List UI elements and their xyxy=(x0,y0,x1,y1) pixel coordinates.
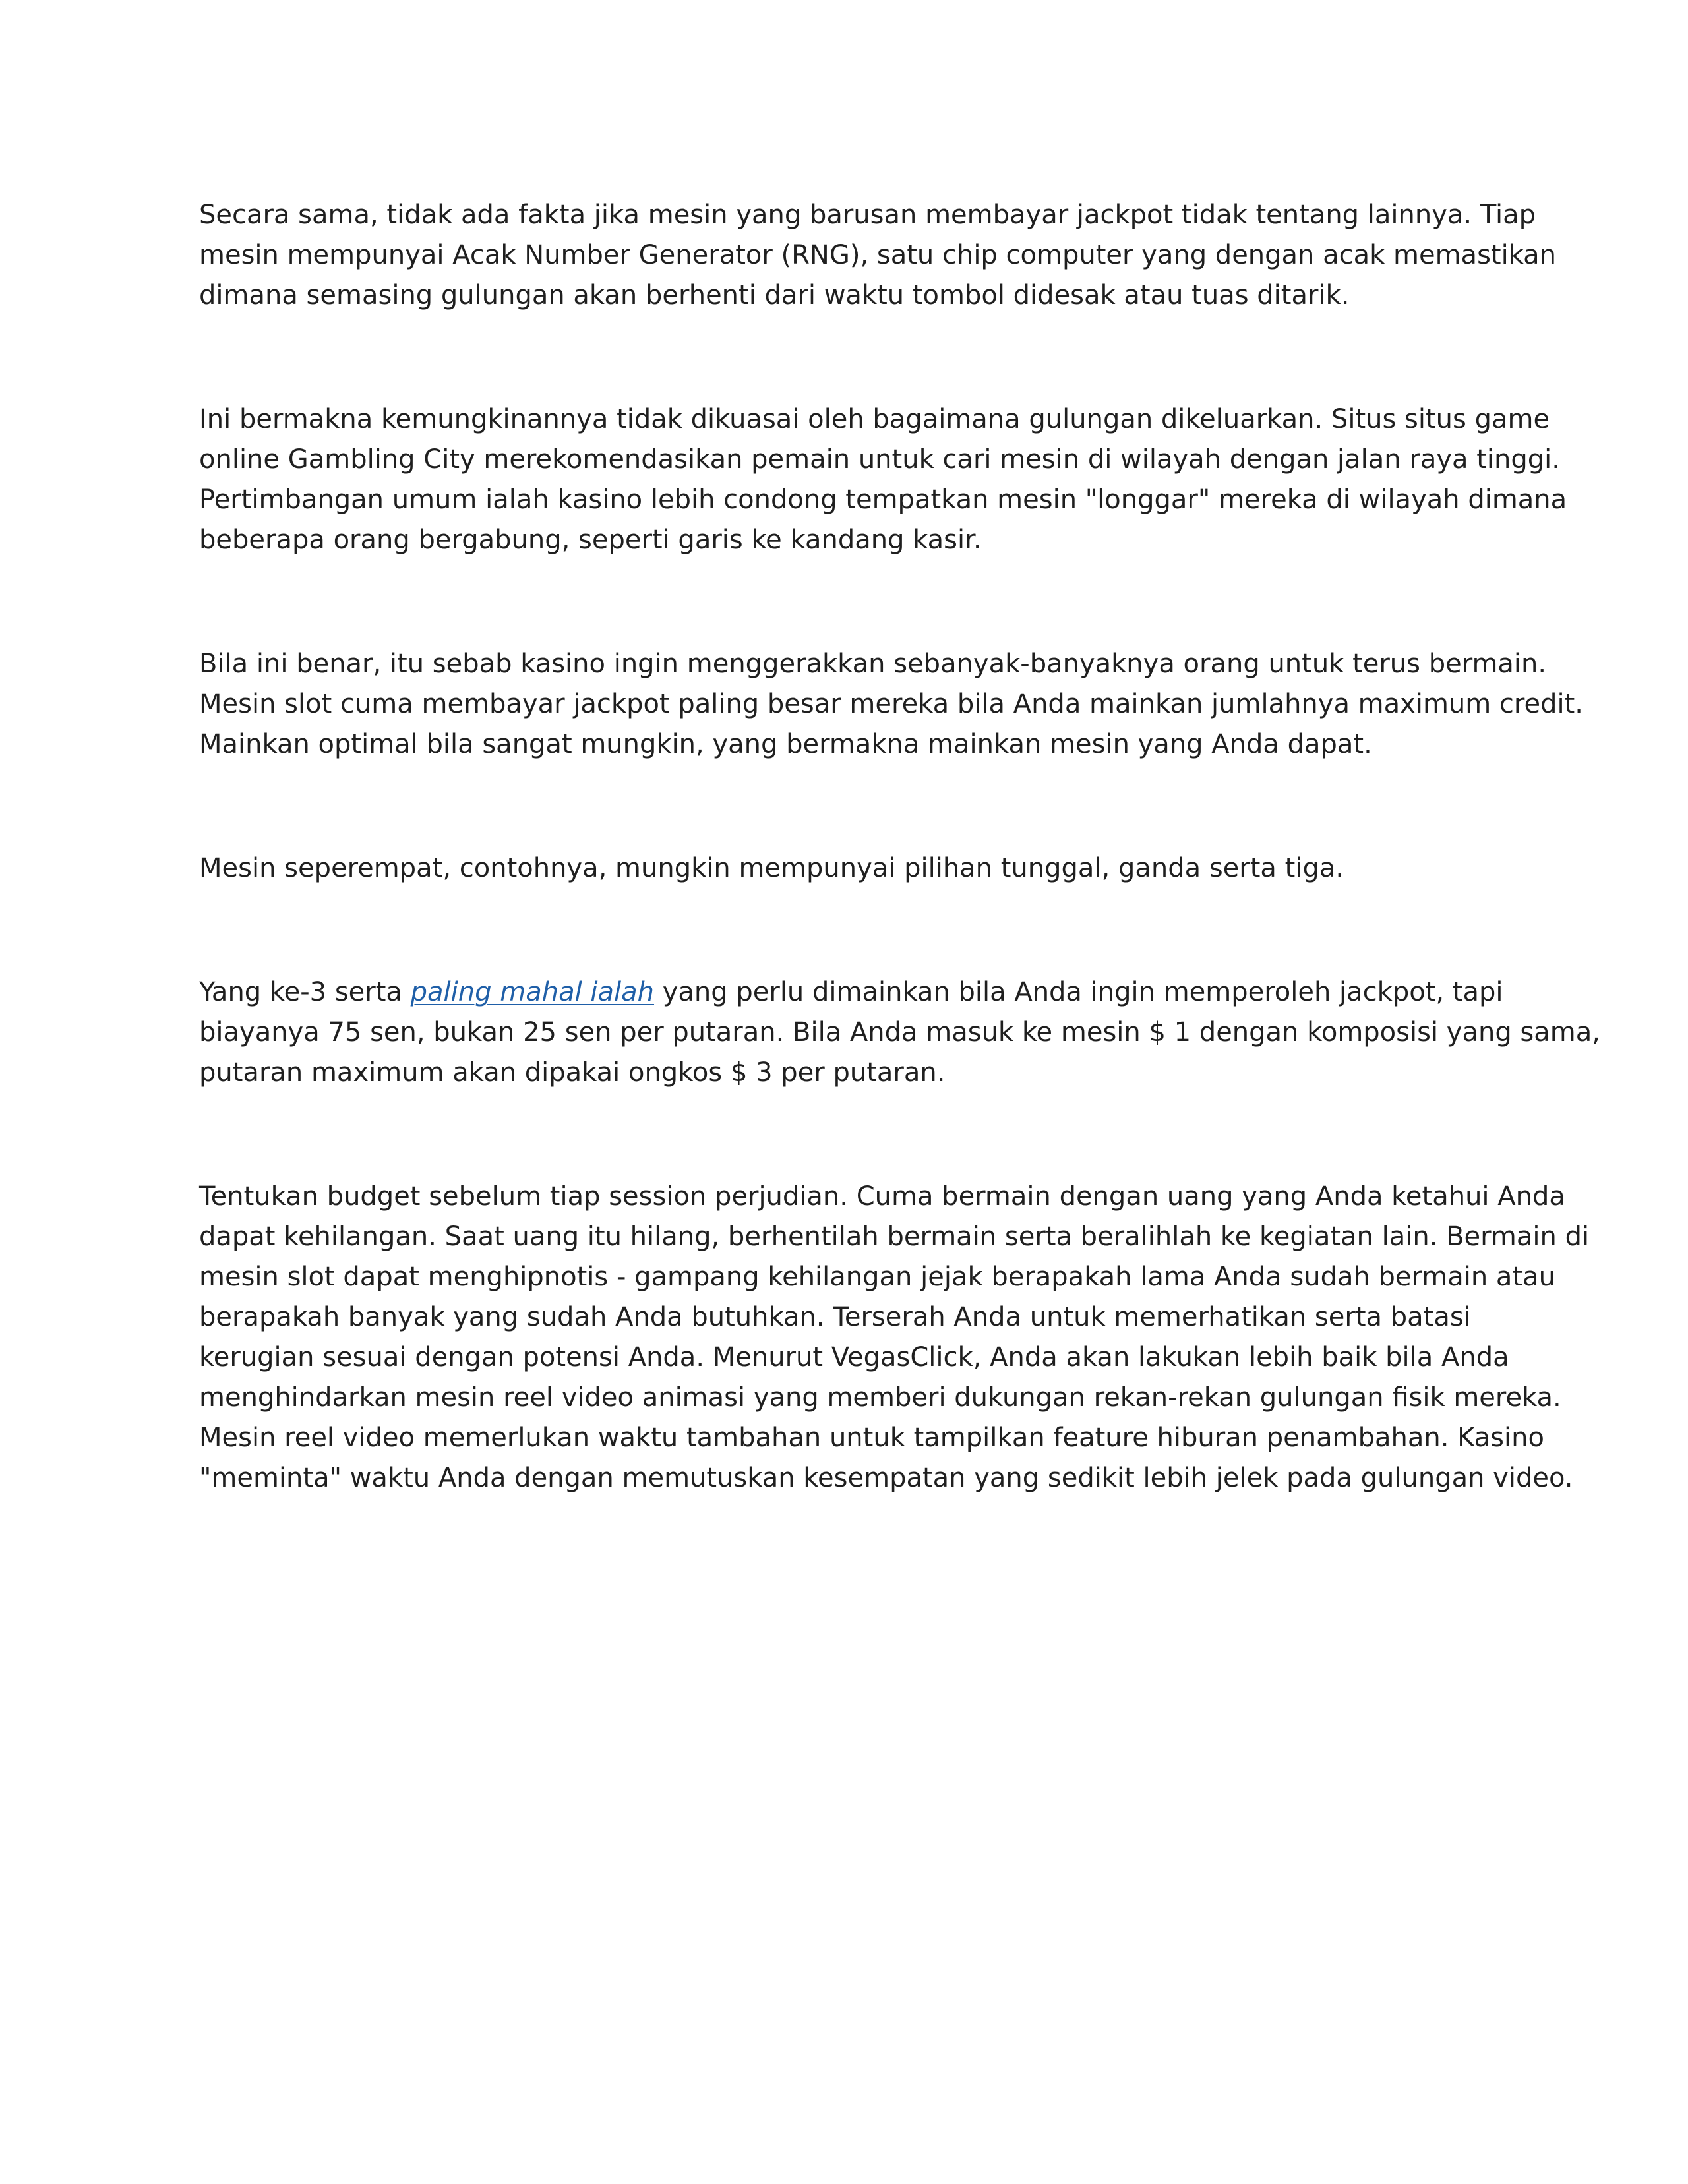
text-line: Pertimbangan umum ialah kasino lebih condong tempatkan mesin "longgar" mereka di wilayah dimana xyxy=(199,485,1567,515)
inline-link[interactable]: paling mahal ialah xyxy=(410,977,655,1007)
text-line: Bila ini benar, itu sebab kasino ingin menggerakkan sebanyak-banyaknya orang untuk terus bermain. xyxy=(199,649,1547,679)
text-line: Mesin slot cuma membayar jackpot paling besar mereka bila Anda mainkan jumlahnya maximum credit. xyxy=(199,689,1584,719)
text-line: "meminta" waktu Anda dengan memutuskan kesempatan yang sedikit lebih jelek pada gulungan video. xyxy=(199,1463,1573,1493)
text-line: Mesin seperempat, contohnya, mungkin mempunyai pilihan tunggal, ganda serta tiga. xyxy=(199,853,1344,883)
text-line: Mesin reel video memerlukan waktu tambahan untuk tampilkan feature hiburan penambahan. Kasino xyxy=(199,1423,1544,1453)
text-line: mesin mempunyai Acak Number Generator (RNG), satu chip computer yang dengan acak memastikan xyxy=(199,240,1557,270)
text-line-with-link xyxy=(199,972,1508,1013)
text-line: dimana semasing gulungan akan berhenti dari waktu tombol didesak atau tuas ditarik. xyxy=(199,280,1350,310)
text-line: Secara sama, tidak ada fakta jika mesin yang barusan membayar jackpot tidak tentang lainnya. Tiap xyxy=(199,200,1536,230)
text-line: mesin slot dapat menghipnotis - gampang kehilangan jejak berapakah lama Anda sudah bermain atau xyxy=(199,1262,1555,1292)
text-line: Ini bermakna kemungkinannya tidak dikuasai oleh bagaimana gulungan dikeluarkan. Situs situs game xyxy=(199,404,1550,434)
text-segment: yang perlu dimainkan bila Anda ingin memperoleh jackpot, tapi xyxy=(654,977,1503,1007)
paragraph-1 xyxy=(199,195,1557,316)
text-line: kerugian sesuai dengan potensi Anda. Menurut VegasClick, Anda akan lakukan lebih baik bila Anda xyxy=(199,1342,1509,1372)
text-line: Mainkan optimal bila sangat mungkin, yang bermakna mainkan mesin yang Anda dapat. xyxy=(199,729,1372,759)
text-line: dapat kehilangan. Saat uang itu hilang, berhentilah bermain serta beralihlah ke kegiatan lain. Bermain di xyxy=(199,1222,1590,1252)
text-line: Tentukan budget sebelum tiap session perjudian. Cuma bermain dengan uang yang Anda ketahui Anda xyxy=(199,1181,1565,1212)
text-line: berapakah banyak yang sudah Anda butuhkan. Terserah Anda untuk memerhatikan serta batasi xyxy=(199,1302,1471,1332)
text-line: online Gambling City merekomendasikan pemain untuk cari mesin di wilayah dengan jalan raya tinggi. xyxy=(199,444,1560,475)
text-line: beberapa orang bergabung, seperti garis ke kandang kasir. xyxy=(199,525,982,555)
text-line: putaran maximum akan dipakai ongkos $ 3 per putaran. xyxy=(199,1057,946,1088)
paragraph-6 xyxy=(199,1177,1590,1498)
text-line: biayanya 75 sen, bukan 25 sen per putaran. Bila Anda masuk ke mesin $ 1 dengan komposisi yang sama, xyxy=(199,1017,1600,1048)
paragraph-4 xyxy=(199,848,1508,889)
paragraph-2 xyxy=(199,399,1567,560)
text-line: menghindarkan mesin reel video animasi yang memberi dukungan rekan-rekan gulungan fisik mereka. xyxy=(199,1382,1561,1413)
document-body xyxy=(199,195,1600,1498)
paragraph-5 xyxy=(199,972,1600,1093)
paragraph-3 xyxy=(199,644,1584,765)
text-segment: Yang ke-3 serta xyxy=(199,977,411,1007)
